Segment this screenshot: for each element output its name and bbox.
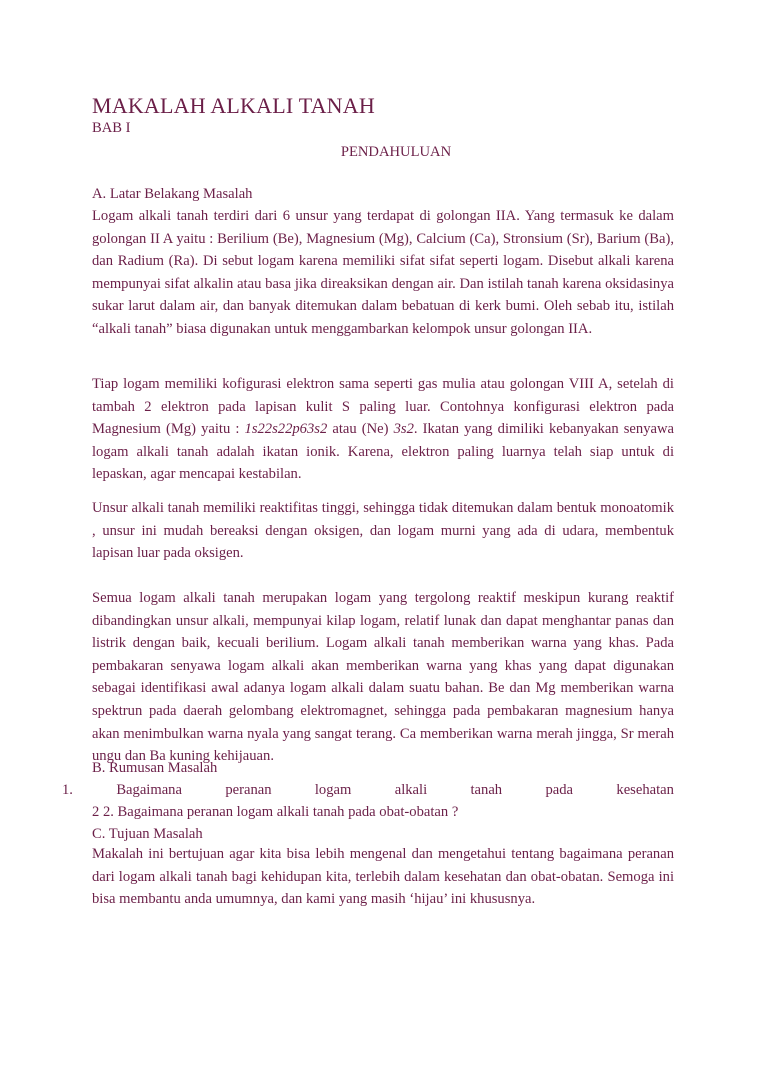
question-1-word: peranan — [225, 782, 272, 798]
chapter-title: PENDAHULUAN — [340, 144, 452, 160]
question-1-word: pada — [545, 782, 574, 798]
paragraph-objective: Makalah ini bertujuan agar kita bisa lebih mengenal dan mengetahui tentang bagaimana peranan dari logam alkali tanah bagi kehidupan kita, terlebih dalam kesehatan dan obat-obatan. Semoga ini bisa membantu anda umumnya, dan kami yang masih ‘hijau’ ini khususnya. — [92, 846, 674, 908]
section-c-heading: C. Tujuan Masalah — [92, 826, 203, 842]
electron-config-short: 3s2 — [393, 421, 414, 438]
paragraph-background-4: Semua logam alkali tanah merupakan logam yang tergolong reaktif meskipun kurang reaktif dibandingkan unsur alkali, mempunyai kilap logam, relatif lunak dan dapat menghantar panas dan listrik dengan baik, kecuali berilium. Logam alkali tanah memberikan warna yang khas. Pada pembakaran senyawa logam alkali akan memberikan warna yang khas yang dapat digunakan sebagai identifikasi awal adanya logam alkali dalam suatu bahan. Be dan Mg memberikan warna spektrun pada daerah gelombang elektromagnet, sehingga pada pembakaran magnesium hanya akan menimbulkan warna nyala yang sangat terang. Ca memberikan warna merah jingga, Sr merah ungu dan Ba kuning kehijauan. — [92, 590, 674, 765]
section-b-heading: B. Rumusan Masalah — [92, 760, 218, 776]
paragraph-background-3: Unsur alkali tanah memiliki reaktifitas tinggi, sehingga tidak ditemukan dalam bentuk monoatomik , unsur ini mudah bereaksi dengan oksigen, dan logam murni yang ada di udara, membentuk lapisan luar pada oksigen. — [92, 500, 674, 562]
paragraph-background-2 — [92, 373, 674, 486]
para2-text-a: Tiap logam memiliki kofigurasi elektron sama seperti gas mulia atau golongan VIII A, setelah di tambah 2 elektron pada lapisan kulit S paling luar. Contohnya konfigurasi elektron pada Magnesium (Mg) yaitu : — [92, 376, 674, 438]
question-1-word: logam — [314, 782, 352, 798]
paragraph-background-1: Logam alkali tanah terdiri dari 6 unsur yang terdapat di golongan IIA. Yang termasuk ke dalam golongan II A yaitu : Berilium (Be), Magnesium (Mg), Calcium (Ca), Stronsium (Sr), Barium (Ba), dan Radium (Ra). Di sebut logam karena memiliki sifat sifat seperti logam. Disebut alkali karena mempunyai sifat alkalin atau basa jika direaksikan dengan air. Dan istilah tanah karena oksidasinya sukar larut dalam air, dan banyak ditemukan dalam bebatuan di kerk bumi. Oleh sebab itu, istilah “alkali tanah” biasa digunakan untuk menggambarkan kelompok unsur golongan IIA. — [92, 208, 674, 337]
question-1 — [62, 782, 674, 799]
question-2: 2 2. Bagaimana peranan logam alkali tanah pada obat-obatan ? — [92, 804, 459, 820]
electron-config-mg: 1s22s22p63s2 — [244, 421, 328, 438]
chapter-label: BAB I — [92, 120, 131, 136]
para2-text-b: atau (Ne) — [327, 421, 394, 438]
document-title: MAKALAH ALKALI TANAH — [92, 93, 375, 118]
question-1-word: tanah — [470, 782, 503, 798]
section-a-heading: A. Latar Belakang Masalah — [92, 186, 253, 202]
question-1-word: Bagaimana — [116, 782, 182, 798]
question-1-word: kesehatan — [616, 782, 674, 798]
para2-text-c: . Ikatan yang dimiliki kebanyakan senyawa logam alkali tanah adalah ikatan ionik. Karena, elektron paling luarnya telah siap untuk di lepaskan, agar mencapai kestabilan. — [92, 421, 674, 483]
question-1-word: alkali — [394, 782, 428, 798]
question-1-number: 1. — [62, 782, 73, 798]
